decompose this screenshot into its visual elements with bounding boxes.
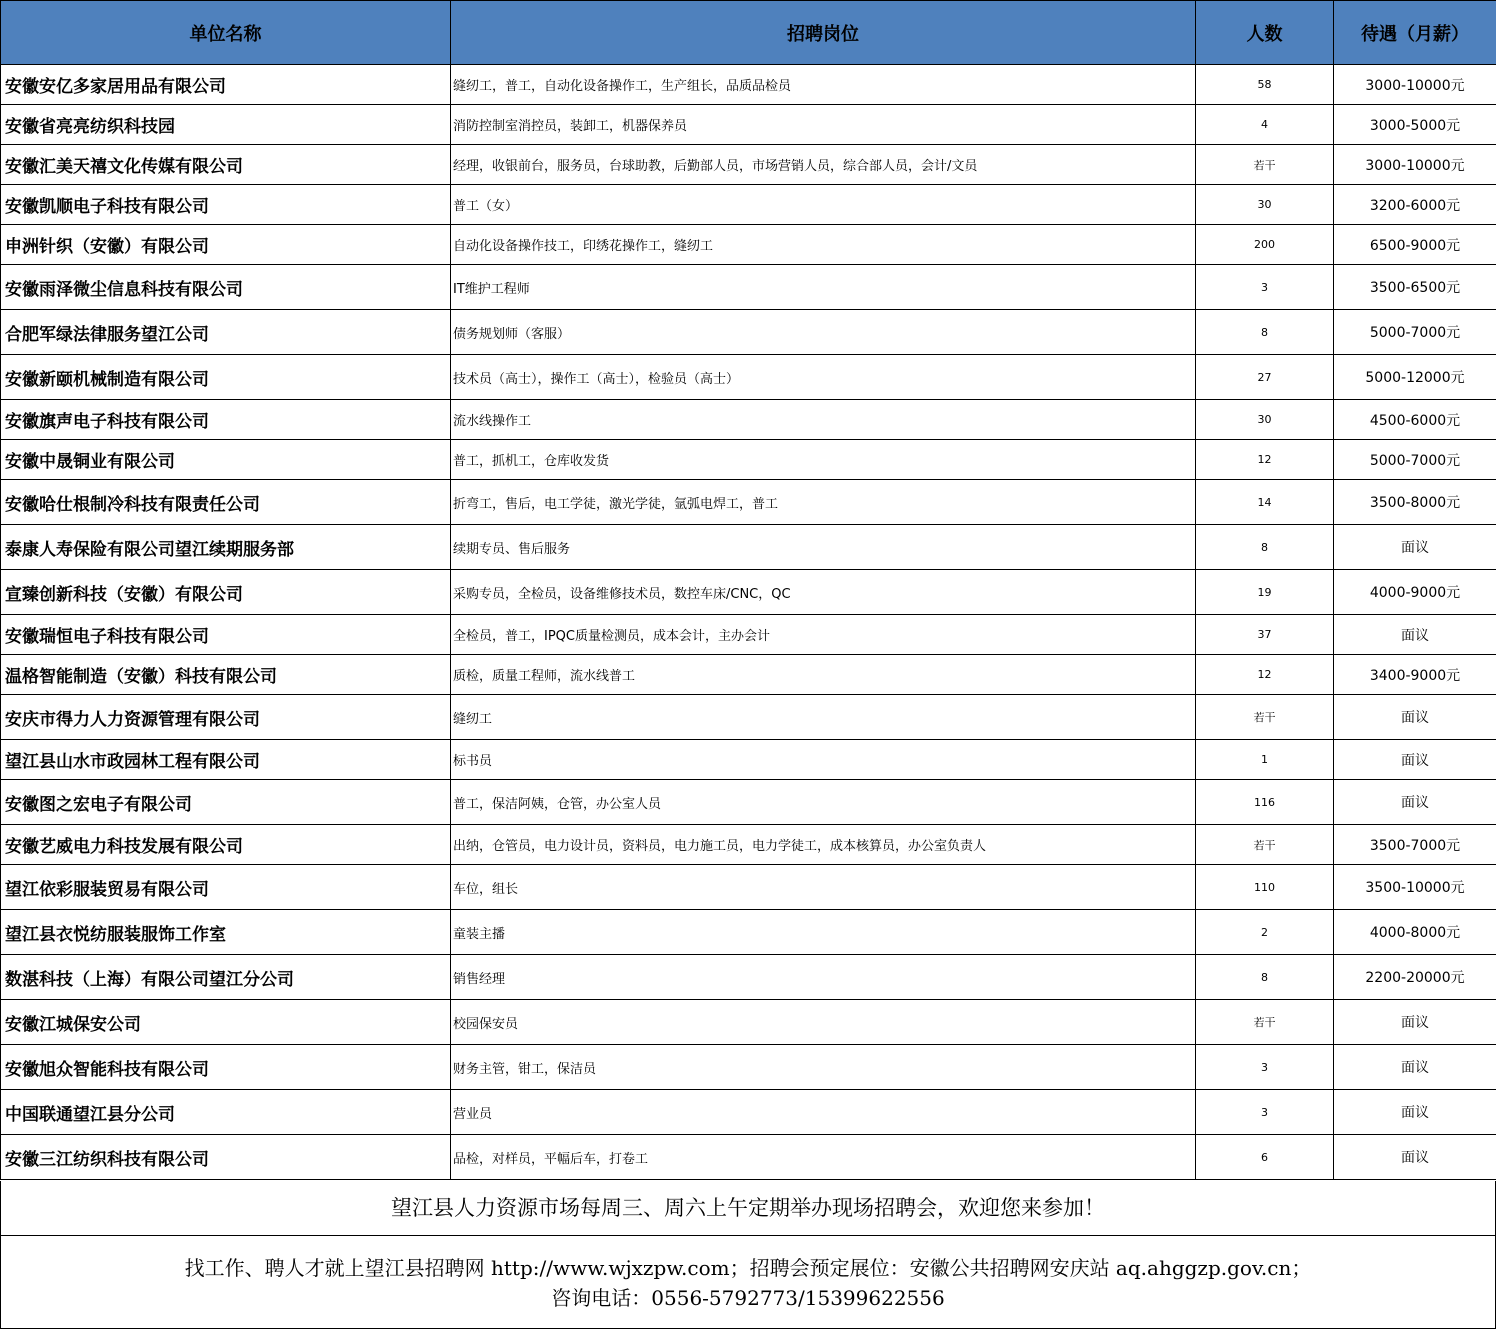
cell-company: 数湛科技（上海）有限公司望江分公司 <box>1 955 451 1000</box>
cell-company: 安徽旭众智能科技有限公司 <box>1 1045 451 1090</box>
cell-salary: 5000-7000元 <box>1334 310 1496 355</box>
cell-count: 200 <box>1196 225 1334 265</box>
cell-positions: 债务规划师（客服） <box>451 310 1196 355</box>
cell-company: 安徽新颐机械制造有限公司 <box>1 355 451 400</box>
footer-info <box>0 1236 1496 1329</box>
table-row <box>1 265 1496 310</box>
cell-positions: 销售经理 <box>451 955 1196 1000</box>
cell-count: 12 <box>1196 440 1334 480</box>
cell-positions: 缝纫工 <box>451 695 1196 740</box>
cell-company: 望江县山水市政园林工程有限公司 <box>1 740 451 780</box>
cell-positions: IT维护工程师 <box>451 265 1196 310</box>
cell-count: 3 <box>1196 1045 1334 1090</box>
cell-salary: 5000-7000元 <box>1334 440 1496 480</box>
cell-positions: 消防控制室消控员，装卸工，机器保养员 <box>451 105 1196 145</box>
table-row <box>1 1000 1496 1045</box>
table-header <box>1 1 1496 65</box>
cell-company: 安徽江城保安公司 <box>1 1000 451 1045</box>
cell-positions: 普工（女） <box>451 185 1196 225</box>
table-body <box>1 65 1496 1180</box>
cell-count: 2 <box>1196 910 1334 955</box>
table-row <box>1 440 1496 480</box>
cell-company: 宣臻创新科技（安徽）有限公司 <box>1 570 451 615</box>
table-row <box>1 655 1496 695</box>
cell-positions: 普工，保洁阿姨，仓管，办公室人员 <box>451 780 1196 825</box>
cell-count: 8 <box>1196 525 1334 570</box>
cell-count: 若干 <box>1196 1000 1334 1045</box>
cell-salary: 6500-9000元 <box>1334 225 1496 265</box>
footer-notice: 望江县人力资源市场每周三、周六上午定期举办现场招聘会，欢迎您来参加！ <box>0 1181 1496 1236</box>
cell-company: 安徽安亿多家居用品有限公司 <box>1 65 451 105</box>
cell-count: 19 <box>1196 570 1334 615</box>
cell-positions: 全检员，普工，IPQC质量检测员，成本会计，主办会计 <box>451 615 1196 655</box>
table-row <box>1 525 1496 570</box>
cell-positions: 财务主管，钳工，保洁员 <box>451 1045 1196 1090</box>
cell-salary: 面议 <box>1334 1000 1496 1045</box>
cell-company: 中国联通望江县分公司 <box>1 1090 451 1135</box>
cell-positions: 质检，质量工程师，流水线普工 <box>451 655 1196 695</box>
cell-company: 安庆市得力人力资源管理有限公司 <box>1 695 451 740</box>
cell-count: 27 <box>1196 355 1334 400</box>
cell-count: 若干 <box>1196 145 1334 185</box>
table-row <box>1 310 1496 355</box>
cell-count: 110 <box>1196 865 1334 910</box>
cell-company: 温格智能制造（安徽）科技有限公司 <box>1 655 451 695</box>
cell-count: 1 <box>1196 740 1334 780</box>
cell-salary: 面议 <box>1334 780 1496 825</box>
cell-salary: 4000-8000元 <box>1334 910 1496 955</box>
cell-salary: 3200-6000元 <box>1334 185 1496 225</box>
cell-salary: 面议 <box>1334 740 1496 780</box>
cell-salary: 3500-8000元 <box>1334 480 1496 525</box>
table-row <box>1 955 1496 1000</box>
cell-count: 若干 <box>1196 695 1334 740</box>
cell-company: 安徽省亮亮纺织科技园 <box>1 105 451 145</box>
table-row <box>1 780 1496 825</box>
cell-company: 安徽三江纺织科技有限公司 <box>1 1135 451 1180</box>
cell-count: 3 <box>1196 265 1334 310</box>
cell-company: 安徽中晟铜业有限公司 <box>1 440 451 480</box>
cell-company: 安徽雨泽微尘信息科技有限公司 <box>1 265 451 310</box>
cell-company: 合肥军绿法律服务望江公司 <box>1 310 451 355</box>
cell-count: 若干 <box>1196 825 1334 865</box>
cell-positions: 采购专员，全检员，设备维修技术员，数控车床/CNC，QC <box>451 570 1196 615</box>
table-row <box>1 355 1496 400</box>
table-row <box>1 105 1496 145</box>
cell-count: 116 <box>1196 780 1334 825</box>
cell-company: 安徽哈仕根制冷科技有限责任公司 <box>1 480 451 525</box>
cell-positions: 标书员 <box>451 740 1196 780</box>
cell-salary: 2200-20000元 <box>1334 955 1496 1000</box>
cell-company: 安徽瑞恒电子科技有限公司 <box>1 615 451 655</box>
cell-positions: 技术员（高士），操作工（高士），检验员（高士） <box>451 355 1196 400</box>
cell-salary: 3000-5000元 <box>1334 105 1496 145</box>
cell-positions: 普工，抓机工，仓库收发货 <box>451 440 1196 480</box>
cell-salary: 3500-10000元 <box>1334 865 1496 910</box>
cell-positions: 折弯工，售后，电工学徒，激光学徒，氩弧电焊工，普工 <box>451 480 1196 525</box>
cell-positions: 童装主播 <box>451 910 1196 955</box>
cell-salary: 面议 <box>1334 1045 1496 1090</box>
cell-positions: 流水线操作工 <box>451 400 1196 440</box>
table-row <box>1 400 1496 440</box>
header-count: 人数 <box>1196 1 1334 65</box>
cell-positions: 经理，收银前台，服务员，台球助教，后勤部人员，市场营销人员，综合部人员，会计/文员 <box>451 145 1196 185</box>
cell-salary: 面议 <box>1334 1090 1496 1135</box>
table-row <box>1 65 1496 105</box>
header-row <box>1 1 1496 65</box>
cell-company: 安徽汇美天禧文化传媒有限公司 <box>1 145 451 185</box>
table-row <box>1 1045 1496 1090</box>
cell-salary: 3500-6500元 <box>1334 265 1496 310</box>
header-company: 单位名称 <box>1 1 451 65</box>
cell-positions: 缝纫工，普工，自动化设备操作工，生产组长，品质品检员 <box>451 65 1196 105</box>
cell-count: 8 <box>1196 310 1334 355</box>
table-row <box>1 480 1496 525</box>
cell-positions: 营业员 <box>451 1090 1196 1135</box>
cell-company: 泰康人寿保险有限公司望江续期服务部 <box>1 525 451 570</box>
table-row <box>1 570 1496 615</box>
cell-count: 58 <box>1196 65 1334 105</box>
header-salary: 待遇（月薪） <box>1334 1 1496 65</box>
table-row <box>1 695 1496 740</box>
cell-salary: 面议 <box>1334 615 1496 655</box>
cell-count: 12 <box>1196 655 1334 695</box>
cell-company: 望江县衣悦纺服装服饰工作室 <box>1 910 451 955</box>
cell-count: 3 <box>1196 1090 1334 1135</box>
cell-company: 安徽图之宏电子有限公司 <box>1 780 451 825</box>
cell-count: 30 <box>1196 185 1334 225</box>
cell-positions: 校园保安员 <box>451 1000 1196 1045</box>
cell-company: 望江依彩服装贸易有限公司 <box>1 865 451 910</box>
cell-salary: 3400-9000元 <box>1334 655 1496 695</box>
cell-company: 安徽旗声电子科技有限公司 <box>1 400 451 440</box>
cell-positions: 车位，组长 <box>451 865 1196 910</box>
cell-salary: 4500-6000元 <box>1334 400 1496 440</box>
table-row <box>1 185 1496 225</box>
cell-positions: 续期专员、售后服务 <box>451 525 1196 570</box>
table-row <box>1 145 1496 185</box>
header-position: 招聘岗位 <box>451 1 1196 65</box>
table-row <box>1 740 1496 780</box>
cell-company: 安徽凯顺电子科技有限公司 <box>1 185 451 225</box>
cell-company: 申洲针织（安徽）有限公司 <box>1 225 451 265</box>
cell-salary: 面议 <box>1334 1135 1496 1180</box>
cell-count: 6 <box>1196 1135 1334 1180</box>
cell-salary: 3000-10000元 <box>1334 145 1496 185</box>
cell-count: 14 <box>1196 480 1334 525</box>
cell-salary: 面议 <box>1334 695 1496 740</box>
cell-positions: 自动化设备操作技工，印绣花操作工，缝纫工 <box>451 225 1196 265</box>
cell-count: 37 <box>1196 615 1334 655</box>
cell-count: 8 <box>1196 955 1334 1000</box>
footer-info-line1: 找工作、聘人才就上望江县招聘网 http://www.wjxzpw.com；招聘会预定展位：安徽公共招聘网安庆站 aq.ahggzp.gov.cn； <box>184 1256 1312 1280</box>
cell-count: 4 <box>1196 105 1334 145</box>
table-row <box>1 225 1496 265</box>
table-row <box>1 1135 1496 1180</box>
table-row <box>1 910 1496 955</box>
cell-salary: 3000-10000元 <box>1334 65 1496 105</box>
table-row <box>1 865 1496 910</box>
cell-positions: 品检，对样员，平幅后车，打卷工 <box>451 1135 1196 1180</box>
cell-salary: 3500-7000元 <box>1334 825 1496 865</box>
table-row <box>1 1090 1496 1135</box>
cell-salary: 面议 <box>1334 525 1496 570</box>
cell-company: 安徽艺威电力科技发展有限公司 <box>1 825 451 865</box>
cell-salary: 4000-9000元 <box>1334 570 1496 615</box>
cell-salary: 5000-12000元 <box>1334 355 1496 400</box>
cell-count: 30 <box>1196 400 1334 440</box>
cell-positions: 出纳，仓管员，电力设计员，资料员，电力施工员，电力学徒工，成本核算员，办公室负责人 <box>451 825 1196 865</box>
footer-info-line2: 咨询电话：0556-5792773/15399622556 <box>551 1286 945 1310</box>
table-row <box>1 825 1496 865</box>
table-row <box>1 615 1496 655</box>
